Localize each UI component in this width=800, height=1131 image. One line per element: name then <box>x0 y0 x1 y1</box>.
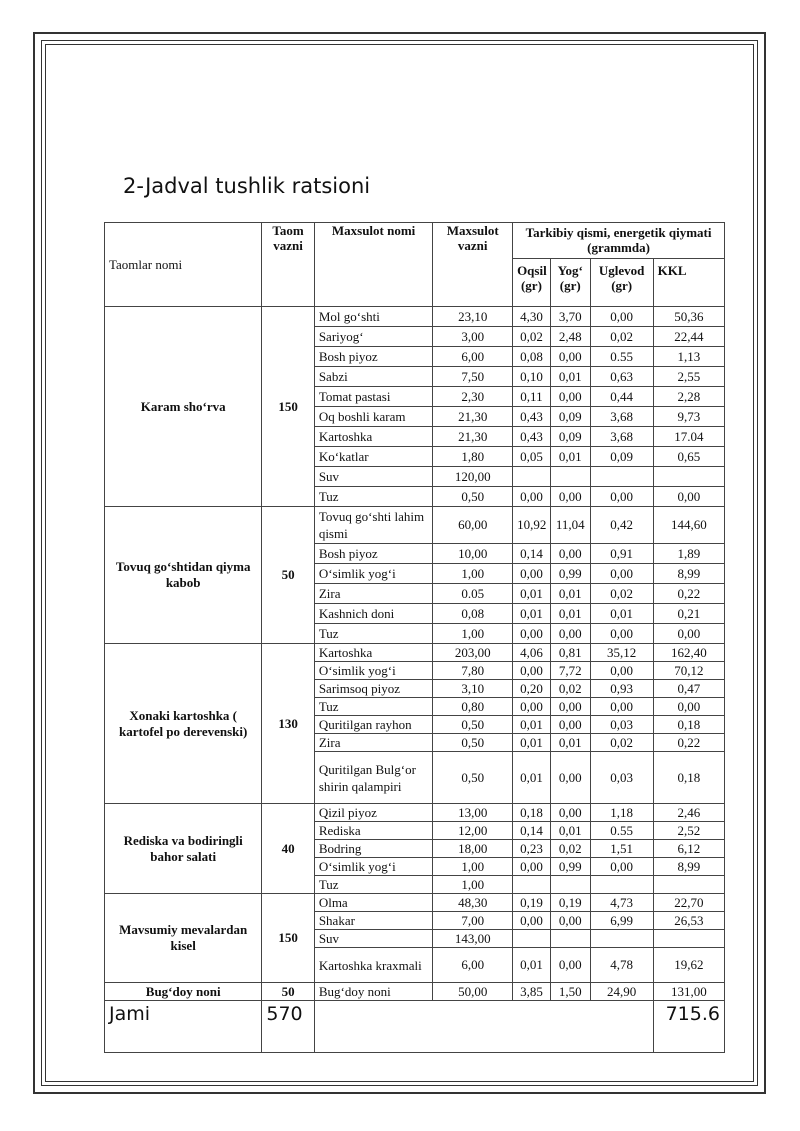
product-weight: 0,50 <box>433 734 513 752</box>
carbs: 1,51 <box>590 840 653 858</box>
product-weight: 7,00 <box>433 912 513 930</box>
dish-weight: 150 <box>262 307 314 507</box>
product-weight: 1,00 <box>433 564 513 584</box>
product-weight: 1,00 <box>433 624 513 644</box>
kkl: 0,65 <box>653 447 724 467</box>
total-label: Jami <box>105 1001 262 1053</box>
product-name: Shakar <box>314 912 433 930</box>
header-fat: Yog‘ (gr) <box>550 259 590 307</box>
carbs: 0,00 <box>590 698 653 716</box>
protein: 0,14 <box>513 822 551 840</box>
product-weight: 6,00 <box>433 347 513 367</box>
product-name: Kartoshka <box>314 427 433 447</box>
carbs: 0,63 <box>590 367 653 387</box>
product-weight: 0,50 <box>433 716 513 734</box>
carbs: 0,00 <box>590 307 653 327</box>
protein: 0,01 <box>513 752 551 804</box>
kkl: 0,21 <box>653 604 724 624</box>
table-row <box>105 804 725 822</box>
protein: 4,30 <box>513 307 551 327</box>
product-weight: 12,00 <box>433 822 513 840</box>
product-weight: 3,00 <box>433 327 513 347</box>
carbs: 0.55 <box>590 347 653 367</box>
product-name: Oq boshli karam <box>314 407 433 427</box>
fat: 11,04 <box>550 507 590 544</box>
product-name: Rediska <box>314 822 433 840</box>
kkl: 2,55 <box>653 367 724 387</box>
protein: 0,11 <box>513 387 551 407</box>
protein: 0,01 <box>513 584 551 604</box>
product-weight: 1,00 <box>433 876 513 894</box>
carbs <box>590 930 653 948</box>
product-weight: 143,00 <box>433 930 513 948</box>
fat: 1,50 <box>550 983 590 1001</box>
fat <box>550 930 590 948</box>
carbs <box>590 467 653 487</box>
fat: 0,00 <box>550 752 590 804</box>
product-name: Bodring <box>314 840 433 858</box>
protein: 0,19 <box>513 894 551 912</box>
fat: 0,02 <box>550 840 590 858</box>
carbs: 0,42 <box>590 507 653 544</box>
kkl: 2,52 <box>653 822 724 840</box>
product-name: Quritilgan rayhon <box>314 716 433 734</box>
carbs: 1,18 <box>590 804 653 822</box>
header-dish-name: Taomlar nomi <box>105 223 262 307</box>
product-weight: 6,00 <box>433 948 513 983</box>
product-name: O‘simlik yog‘i <box>314 858 433 876</box>
product-name: Sarimsoq piyoz <box>314 680 433 698</box>
table-row <box>105 644 725 662</box>
carbs: 4,73 <box>590 894 653 912</box>
product-name: Mol go‘shti <box>314 307 433 327</box>
kkl: 19,62 <box>653 948 724 983</box>
product-weight: 0,80 <box>433 698 513 716</box>
kkl: 22,44 <box>653 327 724 347</box>
product-name: Kartoshka kraxmali <box>314 948 433 983</box>
fat: 0,01 <box>550 447 590 467</box>
product-name: O‘simlik yog‘i <box>314 662 433 680</box>
fat: 0,00 <box>550 544 590 564</box>
product-name: Tuz <box>314 624 433 644</box>
product-weight: 21,30 <box>433 407 513 427</box>
fat: 0,01 <box>550 584 590 604</box>
fat: 0,00 <box>550 487 590 507</box>
protein: 0,01 <box>513 734 551 752</box>
product-weight: 48,30 <box>433 894 513 912</box>
kkl: 2,46 <box>653 804 724 822</box>
fat: 0,09 <box>550 427 590 447</box>
protein: 0,10 <box>513 367 551 387</box>
product-weight: 0,50 <box>433 752 513 804</box>
dish-name: Karam sho‘rva <box>105 307 262 507</box>
dish-name: Xonaki kartoshka ( kartofel po derevenski) <box>105 644 262 804</box>
product-name: Ko‘katlar <box>314 447 433 467</box>
fat <box>550 467 590 487</box>
protein: 0,43 <box>513 427 551 447</box>
dish-weight: 40 <box>262 804 314 894</box>
protein: 0,01 <box>513 716 551 734</box>
dish-weight: 50 <box>262 983 314 1001</box>
kkl: 8,99 <box>653 858 724 876</box>
dish-weight: 50 <box>262 507 314 644</box>
header-carbs: Uglevod (gr) <box>590 259 653 307</box>
table-row <box>105 507 725 544</box>
dish-weight: 150 <box>262 894 314 983</box>
product-weight: 7,50 <box>433 367 513 387</box>
carbs <box>590 876 653 894</box>
product-weight: 1,80 <box>433 447 513 467</box>
product-weight: 0.05 <box>433 584 513 604</box>
product-weight: 13,00 <box>433 804 513 822</box>
product-weight: 203,00 <box>433 644 513 662</box>
product-name: Tuz <box>314 876 433 894</box>
product-name: Tuz <box>314 698 433 716</box>
kkl: 6,12 <box>653 840 724 858</box>
kkl: 162,40 <box>653 644 724 662</box>
product-name: Tovuq go‘shti lahim qismi <box>314 507 433 544</box>
fat: 0,81 <box>550 644 590 662</box>
kkl: 17.04 <box>653 427 724 447</box>
product-name: Qizil piyoz <box>314 804 433 822</box>
dish-weight: 130 <box>262 644 314 804</box>
total-weight: 570 <box>262 1001 314 1053</box>
protein: 0,01 <box>513 948 551 983</box>
kkl: 1,89 <box>653 544 724 564</box>
kkl: 0,47 <box>653 680 724 698</box>
product-name: Kashnich doni <box>314 604 433 624</box>
dish-name: Mavsumiy mevalardan kisel <box>105 894 262 983</box>
protein: 4,06 <box>513 644 551 662</box>
carbs: 3,68 <box>590 427 653 447</box>
protein: 0,18 <box>513 804 551 822</box>
protein: 0,00 <box>513 624 551 644</box>
dish-name: Bug‘doy noni <box>105 983 262 1001</box>
kkl: 144,60 <box>653 507 724 544</box>
carbs: 0,09 <box>590 447 653 467</box>
product-weight: 120,00 <box>433 467 513 487</box>
kkl: 0,00 <box>653 698 724 716</box>
protein <box>513 930 551 948</box>
protein: 3,85 <box>513 983 551 1001</box>
protein: 0,14 <box>513 544 551 564</box>
carbs: 3,68 <box>590 407 653 427</box>
lunch-ration-table <box>104 222 725 1053</box>
protein: 0,43 <box>513 407 551 427</box>
kkl: 8,99 <box>653 564 724 584</box>
table-row <box>105 307 725 327</box>
protein: 0,20 <box>513 680 551 698</box>
kkl: 9,73 <box>653 407 724 427</box>
protein: 0,01 <box>513 604 551 624</box>
carbs: 0,00 <box>590 624 653 644</box>
fat: 7,72 <box>550 662 590 680</box>
carbs: 24,90 <box>590 983 653 1001</box>
product-weight: 60,00 <box>433 507 513 544</box>
product-name: Suv <box>314 930 433 948</box>
header-kkl: KKL <box>653 259 724 307</box>
protein: 0,23 <box>513 840 551 858</box>
kkl: 0,18 <box>653 752 724 804</box>
total-kkl: 715.6 <box>653 1001 724 1053</box>
product-weight: 10,00 <box>433 544 513 564</box>
fat: 0,00 <box>550 624 590 644</box>
kkl: 0,22 <box>653 734 724 752</box>
fat: 0,01 <box>550 734 590 752</box>
fat: 0,01 <box>550 604 590 624</box>
product-weight: 0,08 <box>433 604 513 624</box>
header-protein: Oqsil (gr) <box>513 259 551 307</box>
carbs: 0,93 <box>590 680 653 698</box>
carbs: 0,02 <box>590 734 653 752</box>
fat: 0,00 <box>550 716 590 734</box>
table-row <box>105 983 725 1001</box>
protein: 0,00 <box>513 662 551 680</box>
product-name: Kartoshka <box>314 644 433 662</box>
carbs: 0,00 <box>590 487 653 507</box>
fat: 0,02 <box>550 680 590 698</box>
kkl: 0,00 <box>653 624 724 644</box>
carbs: 0,00 <box>590 858 653 876</box>
protein: 0,05 <box>513 447 551 467</box>
fat: 0,09 <box>550 407 590 427</box>
header-dish-weight: Taom vazni <box>262 223 314 307</box>
product-name: Olma <box>314 894 433 912</box>
document-title: 2-Jadval tushlik ratsioni <box>123 174 371 198</box>
product-name: Zira <box>314 734 433 752</box>
carbs: 0.55 <box>590 822 653 840</box>
kkl <box>653 876 724 894</box>
protein: 0,00 <box>513 912 551 930</box>
product-name: Bosh piyoz <box>314 544 433 564</box>
carbs: 4,78 <box>590 948 653 983</box>
protein: 0,00 <box>513 487 551 507</box>
carbs: 0,03 <box>590 716 653 734</box>
fat: 3,70 <box>550 307 590 327</box>
dish-name: Rediska va bodiringli bahor salati <box>105 804 262 894</box>
product-weight: 7,80 <box>433 662 513 680</box>
fat: 0,00 <box>550 804 590 822</box>
kkl <box>653 930 724 948</box>
product-name: Tomat pastasi <box>314 387 433 407</box>
kkl: 22,70 <box>653 894 724 912</box>
product-weight: 2,30 <box>433 387 513 407</box>
total-row <box>105 1001 725 1053</box>
protein: 0,08 <box>513 347 551 367</box>
kkl: 0,00 <box>653 487 724 507</box>
header-product-weight: Maxsulot vazni <box>433 223 513 307</box>
product-name: Bug‘doy noni <box>314 983 433 1001</box>
protein: 0,02 <box>513 327 551 347</box>
fat: 0,01 <box>550 822 590 840</box>
fat: 0,01 <box>550 367 590 387</box>
protein: 0,00 <box>513 858 551 876</box>
product-weight: 23,10 <box>433 307 513 327</box>
table-row <box>105 894 725 912</box>
product-name: Tuz <box>314 487 433 507</box>
carbs: 0,44 <box>590 387 653 407</box>
product-name: Zira <box>314 584 433 604</box>
kkl: 1,13 <box>653 347 724 367</box>
fat: 0,99 <box>550 858 590 876</box>
product-name: Bosh piyoz <box>314 347 433 367</box>
kkl: 0,18 <box>653 716 724 734</box>
header-product-name: Maxsulot nomi <box>314 223 433 307</box>
product-name: Sabzi <box>314 367 433 387</box>
carbs: 0,00 <box>590 662 653 680</box>
kkl: 131,00 <box>653 983 724 1001</box>
protein: 0,00 <box>513 564 551 584</box>
dish-name: Tovuq go‘shtidan qiyma kabob <box>105 507 262 644</box>
carbs: 0,01 <box>590 604 653 624</box>
kkl: 26,53 <box>653 912 724 930</box>
fat: 0,00 <box>550 387 590 407</box>
fat <box>550 876 590 894</box>
product-weight: 21,30 <box>433 427 513 447</box>
kkl: 0,22 <box>653 584 724 604</box>
fat: 0,19 <box>550 894 590 912</box>
fat: 0,00 <box>550 698 590 716</box>
carbs: 35,12 <box>590 644 653 662</box>
product-name: Quritilgan Bulg‘or shirin qalampiri <box>314 752 433 804</box>
protein <box>513 876 551 894</box>
fat: 0,99 <box>550 564 590 584</box>
total-blank <box>314 1001 653 1053</box>
product-weight: 50,00 <box>433 983 513 1001</box>
protein: 0,00 <box>513 698 551 716</box>
protein <box>513 467 551 487</box>
fat: 0,00 <box>550 912 590 930</box>
fat: 0,00 <box>550 948 590 983</box>
kkl: 2,28 <box>653 387 724 407</box>
product-name: Sariyog‘ <box>314 327 433 347</box>
kkl: 70,12 <box>653 662 724 680</box>
protein: 10,92 <box>513 507 551 544</box>
product-name: Suv <box>314 467 433 487</box>
fat: 2,48 <box>550 327 590 347</box>
product-weight: 0,50 <box>433 487 513 507</box>
kkl <box>653 467 724 487</box>
carbs: 0,02 <box>590 327 653 347</box>
product-weight: 1,00 <box>433 858 513 876</box>
fat: 0,00 <box>550 347 590 367</box>
product-name: O‘simlik yog‘i <box>314 564 433 584</box>
header-composition: Tarkibiy qismi, energetik qiymati (grammda) <box>513 223 725 259</box>
kkl: 50,36 <box>653 307 724 327</box>
product-weight: 3,10 <box>433 680 513 698</box>
product-weight: 18,00 <box>433 840 513 858</box>
carbs: 0,02 <box>590 584 653 604</box>
carbs: 0,03 <box>590 752 653 804</box>
carbs: 6,99 <box>590 912 653 930</box>
carbs: 0,91 <box>590 544 653 564</box>
carbs: 0,00 <box>590 564 653 584</box>
